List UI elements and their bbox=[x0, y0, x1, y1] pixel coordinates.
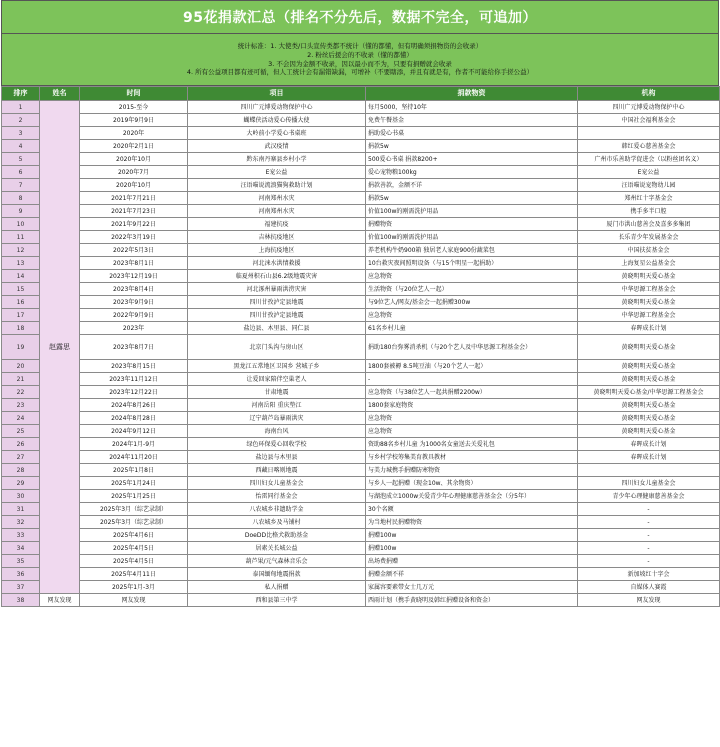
time-cell: 2025年1月-3月 bbox=[80, 581, 188, 594]
time-cell: 2021年7月23日 bbox=[80, 205, 188, 218]
org-cell: 四川广元博爱动物保护中心 bbox=[578, 101, 720, 114]
table-row bbox=[2, 555, 720, 568]
table-row bbox=[2, 490, 720, 503]
rank-cell: 9 bbox=[2, 205, 40, 218]
org-cell: - bbox=[578, 555, 720, 568]
org-cell: 春晖成长计划 bbox=[578, 451, 720, 464]
project-cell: 居素关长城公益 bbox=[188, 542, 366, 555]
goods-cell: 价值100w的刚需洗护用品 bbox=[366, 231, 578, 244]
table-row bbox=[2, 516, 720, 529]
rank-cell: 12 bbox=[2, 244, 40, 257]
table-row bbox=[2, 192, 720, 205]
rule-line: 4. 所有公益项目都有迹可循，但人工统计会有漏错缺漏，可增补（不要瞎添，并且有就是有，作者不可能给你手搓公益） bbox=[186, 68, 534, 77]
table-body bbox=[2, 101, 720, 607]
time-cell: 2020年10月 bbox=[80, 153, 188, 166]
project-cell: 绿色环保爱心回收学校 bbox=[188, 438, 366, 451]
rank-cell: 17 bbox=[2, 309, 40, 322]
goods-cell: 与湖泡成立1000w关爱青少年心理健康慈善基金会（分5年） bbox=[366, 490, 578, 503]
goods-cell: 10台救灾夜间照明设备（与15个明星一起捐助） bbox=[366, 257, 578, 270]
goods-cell: 每月5000，坚持10年 bbox=[366, 101, 578, 114]
org-cell: 黄晓明明天爱心基金 bbox=[578, 270, 720, 283]
project-cell: 私人捐赠 bbox=[188, 581, 366, 594]
time-cell: 2023年8月4日 bbox=[80, 283, 188, 296]
name-cell: 网友发现 bbox=[40, 594, 80, 607]
rank-cell: 11 bbox=[2, 231, 40, 244]
table-row bbox=[2, 360, 720, 373]
time-cell: 2021年9月22日 bbox=[80, 218, 188, 231]
goods-cell: 500爱心书桌 捐款8200+ bbox=[366, 153, 578, 166]
project-cell: 北京门头沟与房山区 bbox=[188, 335, 366, 360]
org-cell: - bbox=[578, 542, 720, 555]
time-cell: 2023年8月1日 bbox=[80, 257, 188, 270]
goods-cell: 捐赠100w bbox=[366, 529, 578, 542]
time-cell: 2021年7月21日 bbox=[80, 192, 188, 205]
time-cell: 2024年1月-9月 bbox=[80, 438, 188, 451]
table-row bbox=[2, 205, 720, 218]
goods-cell: 西雨计划（携手黄晓明及韩红捐赠设备和资金） bbox=[366, 594, 578, 607]
goods-cell: 捐助180台弥雾消杀机（与20个艺人及中华思源工程基金会） bbox=[366, 335, 578, 360]
table-row bbox=[2, 244, 720, 257]
rank-cell: 1 bbox=[2, 101, 40, 114]
goods-cell: 生活物资（与20位艺人一起） bbox=[366, 283, 578, 296]
header-rank: 排序 bbox=[2, 87, 40, 101]
table-row bbox=[2, 399, 720, 412]
org-cell: 汪语喵说宠物幼儿园 bbox=[578, 179, 720, 192]
table-row bbox=[2, 101, 720, 114]
table-row bbox=[2, 309, 720, 322]
project-cell: 汪语喵说流浪猫狗救助计划 bbox=[188, 179, 366, 192]
project-cell: 武汉疫情 bbox=[188, 140, 366, 153]
goods-cell: 应急物资 bbox=[366, 425, 578, 438]
table-row bbox=[2, 438, 720, 451]
org-cell: 厦门市洪山慈善会及喜多多集团 bbox=[578, 218, 720, 231]
table-row bbox=[2, 568, 720, 581]
goods-cell: - bbox=[366, 373, 578, 386]
time-cell: 2025年4月5日 bbox=[80, 542, 188, 555]
org-cell: 上海复星公益基金会 bbox=[578, 257, 720, 270]
goods-cell: 捐款善款，金额不详 bbox=[366, 179, 578, 192]
rank-cell: 6 bbox=[2, 166, 40, 179]
project-cell: 黔东南丹寨县乡村小学 bbox=[188, 153, 366, 166]
rank-cell: 16 bbox=[2, 296, 40, 309]
table-row bbox=[2, 179, 720, 192]
time-cell: 网友发现 bbox=[80, 594, 188, 607]
time-cell: 2024年8月28日 bbox=[80, 412, 188, 425]
header-org: 机构 bbox=[578, 87, 720, 101]
time-cell: 2025年1月25日 bbox=[80, 490, 188, 503]
org-cell: 黄晓明明天爱心基金/中华思源工程基金会 bbox=[578, 386, 720, 399]
goods-cell: 捐助爱心书桌 bbox=[366, 127, 578, 140]
rank-cell: 15 bbox=[2, 283, 40, 296]
time-cell: 2023年8月7日 bbox=[80, 335, 188, 360]
rank-cell: 32 bbox=[2, 516, 40, 529]
time-cell: 2023年 bbox=[80, 322, 188, 335]
project-cell: 上海抗疫地区 bbox=[188, 244, 366, 257]
goods-cell: 1800套被褥 8.5吨豆油（与20个艺人一起） bbox=[366, 360, 578, 373]
project-cell: 八农城乡及马铺村 bbox=[188, 516, 366, 529]
rank-cell: 7 bbox=[2, 179, 40, 192]
table-row bbox=[2, 464, 720, 477]
time-cell: 2020年 bbox=[80, 127, 188, 140]
goods-cell: 爱心宠物粮100kg bbox=[366, 166, 578, 179]
org-cell: 黄晓明明天爱心基金 bbox=[578, 425, 720, 438]
org-cell: 春晖成长计划 bbox=[578, 322, 720, 335]
table-row bbox=[2, 127, 720, 140]
header-goods: 捐款物资 bbox=[366, 87, 578, 101]
table-row bbox=[2, 581, 720, 594]
name-cell: 赵露思 bbox=[40, 101, 80, 594]
org-cell bbox=[578, 464, 720, 477]
time-cell: 2020年10月 bbox=[80, 179, 188, 192]
org-cell: 长乐青少年发展基金会 bbox=[578, 231, 720, 244]
table-row bbox=[2, 425, 720, 438]
rank-cell: 27 bbox=[2, 451, 40, 464]
rule-line: 3. 不会因为金额不收录，因以最小而不为，只要有捐赠就会收录 bbox=[268, 59, 452, 68]
donation-table bbox=[1, 86, 720, 607]
goods-cell: 家属容要素带女士几万元 bbox=[366, 581, 578, 594]
org-cell: 黄晓明明天爱心基金 bbox=[578, 360, 720, 373]
org-cell: 黄晓明明天爱心基金 bbox=[578, 373, 720, 386]
org-cell: 黄晓明明天爱心基金 bbox=[578, 335, 720, 360]
project-cell: 怡雷同行基金会 bbox=[188, 490, 366, 503]
goods-cell: 捐赠金额不祥 bbox=[366, 568, 578, 581]
time-cell: 2022年9月9日 bbox=[80, 309, 188, 322]
rank-cell: 8 bbox=[2, 192, 40, 205]
project-cell: 海南台风 bbox=[188, 425, 366, 438]
project-cell: 河南郑州水灾 bbox=[188, 192, 366, 205]
rank-cell: 13 bbox=[2, 257, 40, 270]
rank-cell: 19 bbox=[2, 335, 40, 360]
rank-cell: 30 bbox=[2, 490, 40, 503]
project-cell: 河北涿州暴雨洪涝灾害 bbox=[188, 283, 366, 296]
goods-cell: 与9位艺人/网友/基金会一起捐赠300w bbox=[366, 296, 578, 309]
time-cell: 2025年4月6日 bbox=[80, 529, 188, 542]
time-cell: 2023年11月12日 bbox=[80, 373, 188, 386]
goods-cell: 为当地村民捐赠物资 bbox=[366, 516, 578, 529]
rank-cell: 2 bbox=[2, 114, 40, 127]
project-cell: 四川甘孜泸定县地震 bbox=[188, 296, 366, 309]
time-cell: 2015-至今 bbox=[80, 101, 188, 114]
project-cell: E宠公益 bbox=[188, 166, 366, 179]
sheet-title: 95花捐款汇总（排名不分先后，数据不完全，可追加） bbox=[1, 0, 719, 34]
goods-cell: 应急物资 bbox=[366, 309, 578, 322]
rank-cell: 34 bbox=[2, 542, 40, 555]
time-cell: 2024年9月12日 bbox=[80, 425, 188, 438]
rule-line: 统计标准：1. 大使类/口头宣传类都不统计（懂的都懂，但有明确须捐物资的会收录） bbox=[237, 42, 483, 51]
time-cell: 2019年9月9日 bbox=[80, 114, 188, 127]
rank-cell: 3 bbox=[2, 127, 40, 140]
header-name: 姓名 bbox=[40, 87, 80, 101]
rank-cell: 18 bbox=[2, 322, 40, 335]
org-cell: 韩红爱心慈善基金会 bbox=[578, 140, 720, 153]
rank-cell: 29 bbox=[2, 477, 40, 490]
header-project: 项目 bbox=[188, 87, 366, 101]
org-cell: 中国扶贫基金会 bbox=[578, 244, 720, 257]
project-cell: 吉林抗疫地区 bbox=[188, 231, 366, 244]
project-cell: 八农城乡非遗助学金 bbox=[188, 503, 366, 516]
table-row bbox=[2, 283, 720, 296]
goods-cell: 价值100w的刚需洗护用品 bbox=[366, 205, 578, 218]
org-cell: 黄晓明明天爱心基金 bbox=[578, 296, 720, 309]
table-row bbox=[2, 270, 720, 283]
project-cell: 福建抗疫 bbox=[188, 218, 366, 231]
rank-cell: 22 bbox=[2, 386, 40, 399]
goods-cell: 捐赠100w bbox=[366, 542, 578, 555]
org-cell: 广州市乐善助学促进会（以粉丝团名义） bbox=[578, 153, 720, 166]
rank-cell: 25 bbox=[2, 425, 40, 438]
rank-cell: 23 bbox=[2, 399, 40, 412]
table-row bbox=[2, 231, 720, 244]
table-row bbox=[2, 529, 720, 542]
goods-cell: 捐赠物资 bbox=[366, 218, 578, 231]
time-cell: 2023年12月22日 bbox=[80, 386, 188, 399]
time-cell: 2022年5月3日 bbox=[80, 244, 188, 257]
header-time: 时间 bbox=[80, 87, 188, 101]
org-cell: 郑州红十字基金会 bbox=[578, 192, 720, 205]
goods-cell: 免费午餐基金 bbox=[366, 114, 578, 127]
time-cell: 2024年11月20日 bbox=[80, 451, 188, 464]
org-cell: 新加坡红十字会 bbox=[578, 568, 720, 581]
goods-cell: 与美力城携手捐赠防寒物资 bbox=[366, 464, 578, 477]
table-row bbox=[2, 451, 720, 464]
table-row bbox=[2, 542, 720, 555]
project-cell: 蝴蝶侠活动爱心传播大使 bbox=[188, 114, 366, 127]
project-cell: DoeDD比格犬救助基金 bbox=[188, 529, 366, 542]
org-cell: - bbox=[578, 516, 720, 529]
rank-cell: 31 bbox=[2, 503, 40, 516]
rank-cell: 4 bbox=[2, 140, 40, 153]
time-cell: 2025年1月24日 bbox=[80, 477, 188, 490]
goods-cell: 30个名额 bbox=[366, 503, 578, 516]
time-cell: 2023年12月19日 bbox=[80, 270, 188, 283]
rank-cell: 33 bbox=[2, 529, 40, 542]
rules-block bbox=[1, 34, 719, 86]
project-cell: 四川广元博爱动物保护中心 bbox=[188, 101, 366, 114]
project-cell: 葫芦果/元气森林音乐会 bbox=[188, 555, 366, 568]
time-cell: 2025年1月8日 bbox=[80, 464, 188, 477]
table-row bbox=[2, 373, 720, 386]
rank-cell: 28 bbox=[2, 464, 40, 477]
project-cell: 让爱回家陪伴空巢老人 bbox=[188, 373, 366, 386]
org-cell: 春晖成长计划 bbox=[578, 438, 720, 451]
goods-cell: 出场费捐赠 bbox=[366, 555, 578, 568]
rank-cell: 20 bbox=[2, 360, 40, 373]
goods-cell: 61名乡村儿童 bbox=[366, 322, 578, 335]
table-row bbox=[2, 140, 720, 153]
rule-line: 2. 粉丝后援会的不收录（懂的都懂） bbox=[307, 50, 413, 59]
time-cell: 2025年3月（综艺录制） bbox=[80, 516, 188, 529]
project-cell: 河北涞水洪情救援 bbox=[188, 257, 366, 270]
project-cell: 西藏日喀则地震 bbox=[188, 464, 366, 477]
project-cell: 泰国缅甸地震捐款 bbox=[188, 568, 366, 581]
project-cell: 河南郑州水灾 bbox=[188, 205, 366, 218]
header-row bbox=[2, 87, 720, 101]
table-row bbox=[2, 296, 720, 309]
org-cell: 网友发现 bbox=[578, 594, 720, 607]
project-cell: 盐边县与木里县 bbox=[188, 451, 366, 464]
table-row bbox=[2, 114, 720, 127]
org-cell: 黄晓明明天爱心基金 bbox=[578, 399, 720, 412]
table-row bbox=[2, 218, 720, 231]
project-cell: 西和县第三中学 bbox=[188, 594, 366, 607]
org-cell: 黄晓明明天爱心基金 bbox=[578, 412, 720, 425]
time-cell: 2025年4月5日 bbox=[80, 555, 188, 568]
project-cell: 辽宁葫芦岛暴雨洪灾 bbox=[188, 412, 366, 425]
org-cell: - bbox=[578, 503, 720, 516]
rank-cell: 21 bbox=[2, 373, 40, 386]
time-cell: 2020年7月 bbox=[80, 166, 188, 179]
org-cell bbox=[578, 127, 720, 140]
project-cell: 盐边县、木里县、同仁县 bbox=[188, 322, 366, 335]
table-row bbox=[2, 322, 720, 335]
time-cell: 2024年8月26日 bbox=[80, 399, 188, 412]
rank-cell: 36 bbox=[2, 568, 40, 581]
project-cell: 黑龙江五常地区卫国乡 营城子乡 bbox=[188, 360, 366, 373]
goods-cell: 与乡村学校筹集美育教具教材 bbox=[366, 451, 578, 464]
org-cell: E宠公益 bbox=[578, 166, 720, 179]
time-cell: 2023年8月15日 bbox=[80, 360, 188, 373]
table-row bbox=[2, 335, 720, 360]
org-cell: 携手多半口腔 bbox=[578, 205, 720, 218]
rank-cell: 24 bbox=[2, 412, 40, 425]
org-cell: 中华思源工程基金会 bbox=[578, 309, 720, 322]
rank-cell: 10 bbox=[2, 218, 40, 231]
goods-cell: 捐款5w bbox=[366, 140, 578, 153]
org-cell: 中国社会福利基金会 bbox=[578, 114, 720, 127]
time-cell: 2020年2月1日 bbox=[80, 140, 188, 153]
table-row bbox=[2, 386, 720, 399]
goods-cell: 1800套家庭物资 bbox=[366, 399, 578, 412]
project-cell: 四川甘孜泸定县地震 bbox=[188, 309, 366, 322]
rank-cell: 5 bbox=[2, 153, 40, 166]
time-cell: 2022年3月19日 bbox=[80, 231, 188, 244]
project-cell: 甘肃地震 bbox=[188, 386, 366, 399]
table-row bbox=[2, 166, 720, 179]
project-cell: 大岭前小学爱心书桌班 bbox=[188, 127, 366, 140]
time-cell: 2025年4月11日 bbox=[80, 568, 188, 581]
goods-cell: 应急物资（与38位艺人一起共捐赠2200w） bbox=[366, 386, 578, 399]
rank-cell: 38 bbox=[2, 594, 40, 607]
goods-cell: 应急物资 bbox=[366, 412, 578, 425]
goods-cell: 与乡人一起捐赠（现金10w、其余物资） bbox=[366, 477, 578, 490]
table-row bbox=[2, 257, 720, 270]
table-row bbox=[2, 503, 720, 516]
time-cell: 2023年9月9日 bbox=[80, 296, 188, 309]
rank-cell: 14 bbox=[2, 270, 40, 283]
goods-cell: 养老机构牛奶900箱 独居老人家庭900份蔬菜包 bbox=[366, 244, 578, 257]
project-cell: 河南岳阳 重庆垫江 bbox=[188, 399, 366, 412]
project-cell: 四川妇女儿童基金会 bbox=[188, 477, 366, 490]
time-cell: 2025年3月（综艺录制） bbox=[80, 503, 188, 516]
goods-cell: 捐款5w bbox=[366, 192, 578, 205]
org-cell: 中华思源工程基金会 bbox=[578, 283, 720, 296]
table-row bbox=[2, 594, 720, 607]
org-cell: 青少年心理健康慈善基金会 bbox=[578, 490, 720, 503]
rank-cell: 35 bbox=[2, 555, 40, 568]
org-cell: 四川妇女儿童基金会 bbox=[578, 477, 720, 490]
rank-cell: 26 bbox=[2, 438, 40, 451]
table-row bbox=[2, 153, 720, 166]
table-row bbox=[2, 477, 720, 490]
org-cell: - bbox=[578, 529, 720, 542]
goods-cell: 应急物资 bbox=[366, 270, 578, 283]
goods-cell: 资助88名乡村儿童 为1000名女童送去关爱礼包 bbox=[366, 438, 578, 451]
table-row bbox=[2, 412, 720, 425]
rank-cell: 37 bbox=[2, 581, 40, 594]
org-cell: 自媒体人赛霞 bbox=[578, 581, 720, 594]
project-cell: 临夏州积石山县6.2级地震灾害 bbox=[188, 270, 366, 283]
